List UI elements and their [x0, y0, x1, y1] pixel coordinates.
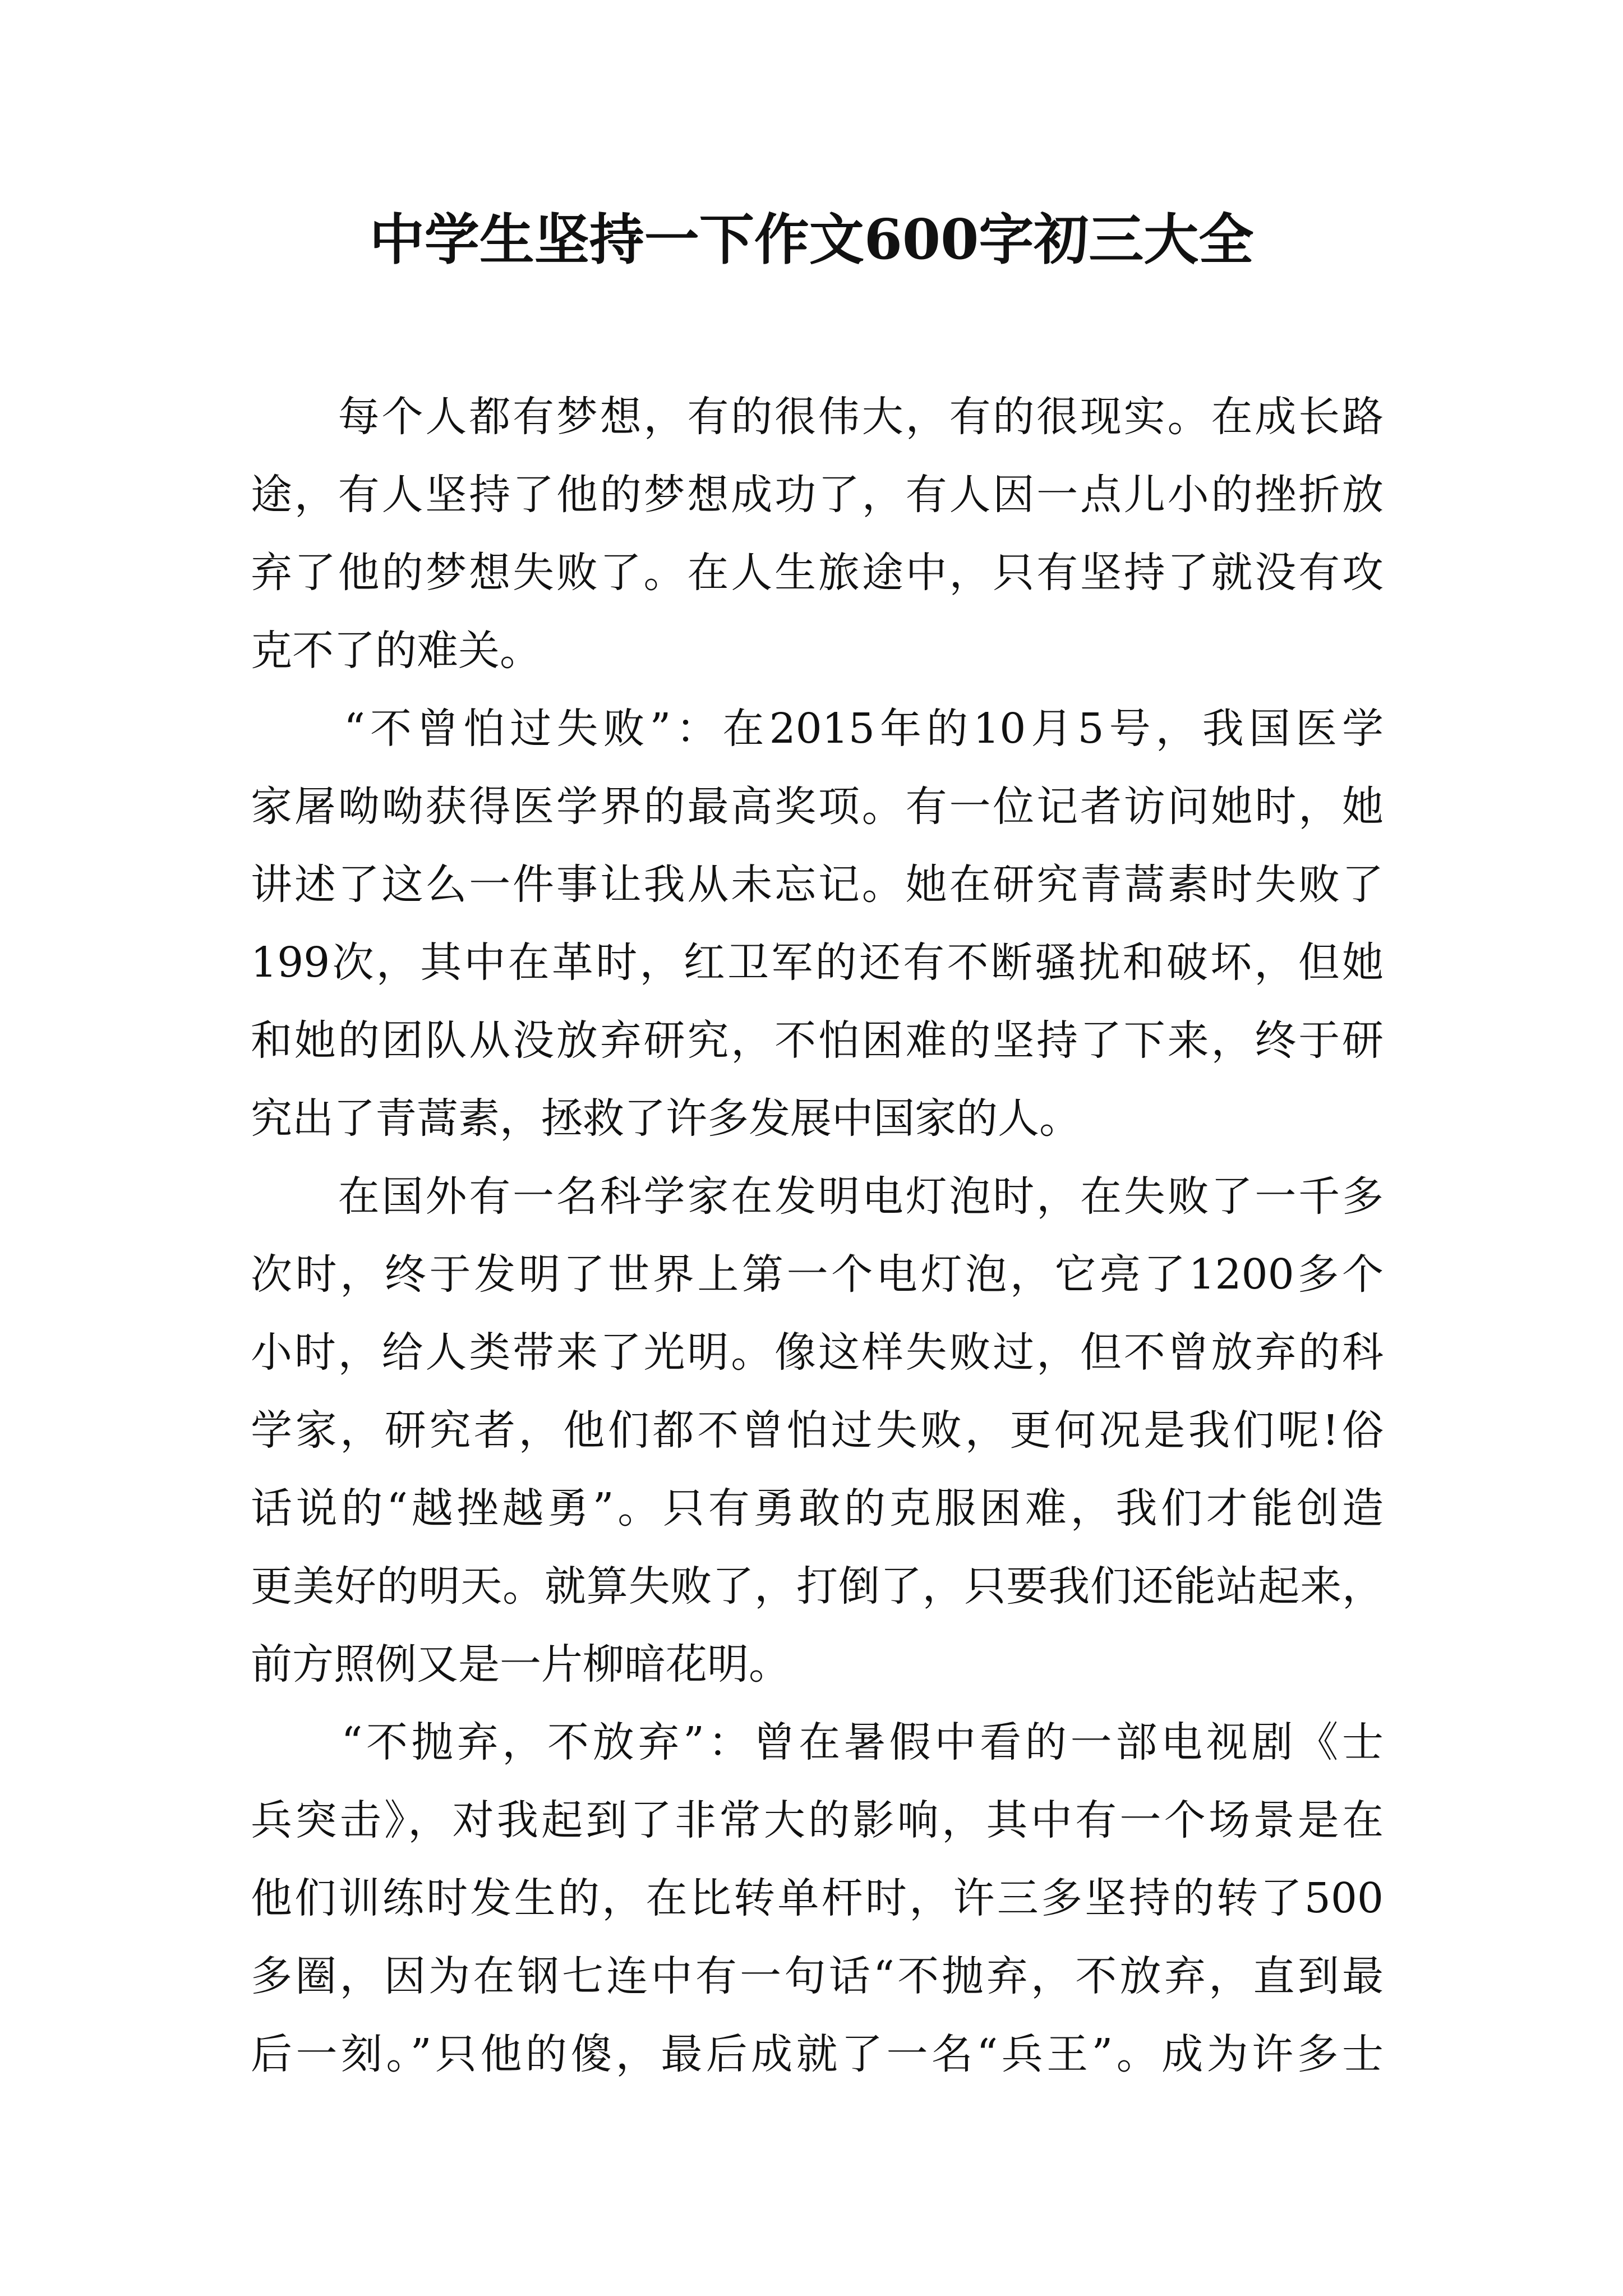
body-text-line: 多圈，因为在钢七连中有一句话“不抛弃，不放弃，直到最 [251, 1952, 1384, 2000]
body-text-line: 兵突击》，对我起到了非常大的影响，其中有一个场景是在 [251, 1796, 1384, 1844]
body-text-line: 讲述了这么一件事让我从未忘记。她在研究青蒿素时失败了 [251, 861, 1384, 909]
body-text-line: 话说的“越挫越勇”。只有勇敢的克服困难，我们才能创造 [251, 1484, 1384, 1533]
body-text-line: 小时，给人类带来了光明。像这样失败过，但不曾放弃的科 [251, 1328, 1384, 1377]
body-text-line: 家屠呦呦获得医学界的最高奖项。有一位记者访问她时，她 [251, 783, 1384, 831]
body-text-line: 学家，研究者，他们都不曾怕过失败，更何况是我们呢!俗 [251, 1406, 1384, 1455]
body-text-line: 每个人都有梦想，有的很伟大，有的很现实。在成长路 [251, 393, 1384, 441]
body-text-line: 究出了青蒿素，拯救了许多发展中国家的人。 [251, 1094, 1081, 1143]
body-text-line: 和她的团队从没放弃研究，不怕困难的坚持了下来，终于研 [251, 1016, 1384, 1065]
body-text-line: 在国外有一名科学家在发明电灯泡时，在失败了一千多 [251, 1172, 1384, 1221]
body-text-line: 后一刻。”只他的傻，最后成就了一名“兵王”。成为许多士 [251, 2030, 1384, 2078]
body-text-line: 途，有人坚持了他的梦想成功了，有人因一点儿小的挫折放 [251, 471, 1384, 519]
body-text-line: 弃了他的梦想失败了。在人生旅途中，只有坚持了就没有攻 [251, 549, 1384, 597]
body-text-line: 克不了的难关。 [251, 627, 541, 675]
body-text-line: “不曾怕过失败”：在2015年的10月5号，我国医学 [251, 705, 1384, 753]
body-text-line: 更美好的明天。就算失败了，打倒了，只要我们还能站起来， [251, 1562, 1384, 1611]
body-text-line: 前方照例又是一片柳暗花明。 [251, 1640, 790, 1688]
body-text-line: 次时，终于发明了世界上第一个电灯泡，它亮了1200多个 [251, 1250, 1384, 1299]
body-text-line: 他们训练时发生的，在比转单杆时，许三多坚持的转了500 [251, 1874, 1384, 1922]
body-text-line: “不抛弃，不放弃”：曾在暑假中看的一部电视剧《士 [251, 1718, 1384, 1766]
body-text-line: 199次，其中在革时，红卫军的还有不断骚扰和破坏，但她 [251, 938, 1384, 987]
document-title: 中学生坚持一下作文600字初三大全 [369, 208, 1254, 272]
